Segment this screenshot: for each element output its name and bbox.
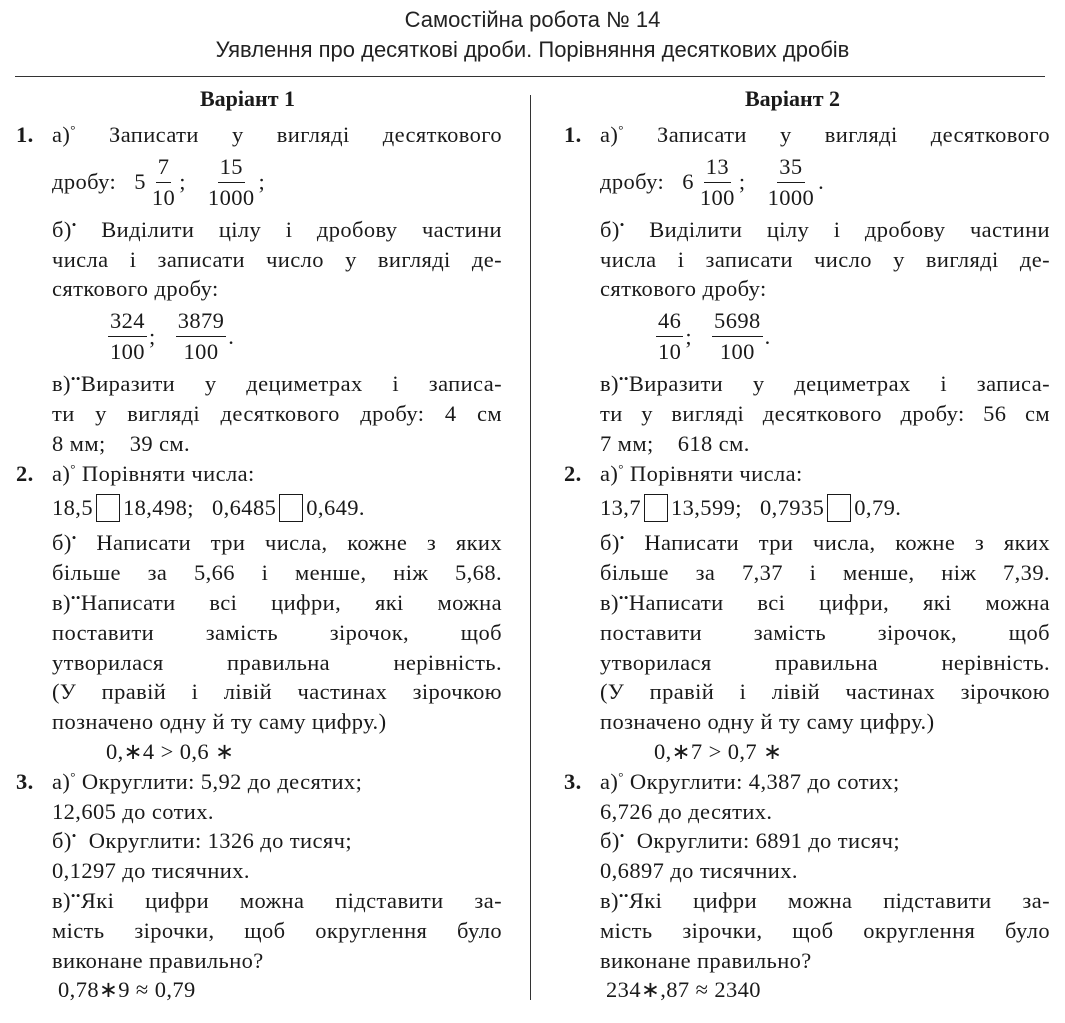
text-segment: сяткового дробу:: [52, 276, 219, 302]
text-segment: Виразити у дециметрах і записа-: [628, 371, 1050, 397]
fraction-numerator: 15: [218, 152, 245, 183]
difficulty-marker: •: [71, 828, 77, 844]
line-text: [600, 650, 1050, 675]
line-text: [52, 401, 502, 426]
fraction-numerator: 324: [108, 306, 147, 337]
text-segment: виконане правильно?: [600, 947, 812, 973]
text-segment: .: [228, 323, 235, 349]
text-line: [52, 588, 502, 618]
text-segment: а): [52, 460, 71, 486]
fraction-denominator: 1000: [207, 184, 255, 210]
comparison-box: [827, 494, 851, 522]
text-segment: ти у вигляді десяткового дробу: 4 см: [52, 400, 502, 426]
line-text: [600, 918, 1050, 943]
difficulty-marker: •: [71, 216, 77, 232]
comparison-box: [644, 494, 668, 522]
fraction-denominator: 1000: [767, 184, 815, 210]
task-number: 1.: [16, 122, 34, 147]
text-segment: б): [600, 530, 620, 556]
fraction: [656, 306, 683, 367]
text-line: [600, 916, 1050, 946]
line-text: [600, 530, 1050, 555]
line-text: [52, 918, 502, 943]
text-line: [52, 215, 502, 245]
difficulty-marker: ••: [70, 887, 81, 903]
text-line: [600, 648, 1050, 678]
text-segment: ;: [179, 169, 204, 195]
variant-2-heading: Варіант 2: [745, 86, 841, 111]
line-text: [52, 590, 502, 615]
difficulty-marker: ••: [618, 589, 629, 605]
text-line: [600, 737, 1050, 767]
line-text: [52, 530, 502, 555]
worksheet-subtitle: Уявлення про десяткові дроби. Порівняння десяткових дробів: [215, 37, 850, 62]
text-segment: 13,7: [600, 495, 641, 521]
text-line: [600, 588, 1050, 618]
text-line: [600, 558, 1050, 588]
task-number: 1.: [564, 122, 582, 147]
text-segment: ти у вигляді десяткового дробу: 56 см: [600, 400, 1050, 426]
text-segment: 0,6897 до тисячних.: [600, 858, 798, 884]
text-segment: б): [600, 216, 620, 242]
difficulty-marker: ••: [618, 887, 629, 903]
text-line: [16, 120, 502, 150]
text-line: [600, 150, 1050, 215]
text-line: [52, 946, 502, 976]
worksheet-title: Самостійна робота № 14: [404, 7, 661, 32]
text-line: [52, 916, 502, 946]
text-line: [52, 856, 502, 886]
text-segment: 8 мм; 39 см.: [52, 430, 191, 456]
text-segment: мість зірочки, щоб округлення було: [600, 917, 1050, 943]
line-text: [52, 122, 502, 147]
text-line: [52, 886, 502, 916]
line-text: [600, 590, 1050, 615]
fraction: [766, 152, 817, 213]
text-line: [16, 459, 502, 489]
fraction-denominator: 10: [151, 184, 176, 210]
text-line: [52, 618, 502, 648]
task-number: 2.: [16, 460, 34, 486]
fraction: [712, 306, 763, 367]
difficulty-marker: °: [70, 122, 76, 137]
text-segment: утворилася правильна нерівність.: [52, 649, 502, 675]
text-segment: більше за 5,66 і менше, ніж 5,68.: [52, 560, 502, 586]
text-segment: виконане правильно?: [52, 947, 264, 973]
text-line: [52, 826, 502, 856]
mixed-number-whole: 5: [134, 169, 146, 195]
fraction-denominator: 100: [699, 184, 735, 210]
text-segment: 18,498; 0,6485: [122, 495, 277, 521]
text-segment: в): [600, 589, 619, 615]
fraction: [206, 152, 257, 213]
mixed-number-whole: 6: [682, 169, 694, 195]
text-line: [600, 245, 1050, 275]
text-segment: а): [52, 768, 71, 794]
fraction-denominator: 10: [658, 339, 682, 365]
text-segment: б): [52, 216, 72, 242]
difficulty-marker: •: [619, 216, 625, 232]
text-segment: 18,5: [52, 495, 93, 521]
line-text: [600, 247, 1050, 272]
text-segment: в): [52, 371, 71, 397]
text-segment: поставити замість зірочок, щоб: [600, 619, 1050, 645]
text-segment: Написати три числа, кожне з яких: [624, 530, 1050, 556]
text-segment: а): [600, 460, 619, 486]
fraction-numerator: 13: [704, 152, 731, 183]
text-segment: позначено одну й ту саму цифру.): [600, 709, 935, 735]
text-line: [600, 369, 1050, 399]
variant-1-heading: Варіант 1: [200, 86, 296, 111]
text-segment: Округлити: 6891 до тисяч;: [624, 828, 900, 854]
text-segment: 7 мм; 618 см.: [600, 430, 750, 456]
text-segment: 0,1297 до тисячних.: [52, 858, 250, 884]
column-divider: [530, 95, 531, 1000]
text-segment: 0,∗4 > 0,6 ∗: [106, 738, 235, 764]
variant-1-column: [16, 120, 502, 1005]
text-segment: Написати всі цифри, які можна: [80, 589, 502, 615]
fraction-numerator: 7: [156, 152, 172, 183]
variant-2-column: [564, 120, 1050, 1005]
text-segment: в): [52, 887, 71, 913]
line-text: [52, 620, 502, 645]
text-line: [564, 767, 1050, 797]
comparison-box: [279, 494, 303, 522]
header-divider: [15, 76, 1045, 77]
text-line: [600, 215, 1050, 245]
text-segment: Виразити у дециметрах і записа-: [80, 371, 502, 397]
difficulty-marker: •: [71, 530, 77, 546]
line-text: [52, 560, 502, 585]
text-segment: а): [600, 768, 619, 794]
line-text: [52, 371, 502, 396]
line-text: [600, 679, 1050, 704]
text-segment: б): [52, 828, 72, 854]
text-segment: 13,599; 0,7935: [670, 495, 825, 521]
fraction-denominator: 100: [110, 339, 145, 365]
text-segment: (У правій і лівій частинах зірочкою: [600, 679, 1050, 705]
difficulty-marker: •: [619, 828, 625, 844]
text-segment: 12,605 до сотих.: [52, 798, 214, 824]
text-line: [52, 528, 502, 558]
fraction: [176, 306, 227, 367]
text-segment: Виділити цілу і дробову частини: [624, 216, 1050, 242]
text-line: [52, 429, 502, 459]
text-segment: ;: [258, 169, 266, 195]
text-line: [52, 150, 502, 215]
text-segment: в): [600, 887, 619, 913]
text-line: [600, 707, 1050, 737]
text-line: [52, 558, 502, 588]
text-segment: 0,∗7 > 0,7 ∗: [654, 738, 783, 764]
line-text: [600, 371, 1050, 396]
text-segment: більше за 7,37 і менше, ніж 7,39.: [600, 560, 1050, 586]
text-line: [52, 975, 502, 1005]
difficulty-marker: °: [618, 768, 624, 784]
line-text: [600, 217, 1050, 242]
fraction-denominator: 100: [183, 339, 219, 365]
text-line: [52, 648, 502, 678]
text-line: [600, 826, 1050, 856]
text-segment: Порівняти числа:: [75, 460, 255, 486]
fraction: [108, 306, 147, 367]
text-line: [600, 677, 1050, 707]
text-segment: 0,79.: [854, 495, 902, 521]
text-line: [52, 797, 502, 827]
text-segment: Округлити: 1326 до тисяч;: [76, 828, 352, 854]
text-line: [600, 429, 1050, 459]
text-segment: б): [600, 828, 620, 854]
text-segment: позначено одну й ту саму цифру.): [52, 709, 387, 735]
text-line: [52, 399, 502, 429]
text-line: [52, 274, 502, 304]
fraction-numerator: 46: [656, 306, 683, 337]
text-line: [600, 399, 1050, 429]
text-segment: (У правій і лівій частинах зірочкою: [52, 679, 502, 705]
line-text: [52, 217, 502, 242]
line-text: [52, 247, 502, 272]
text-line: [16, 767, 502, 797]
text-segment: Написати три числа, кожне з яких: [76, 530, 502, 556]
text-segment: .: [818, 169, 825, 195]
text-segment: в): [600, 371, 619, 397]
text-segment: сяткового дробу:: [600, 276, 767, 302]
text-line: [52, 245, 502, 275]
difficulty-marker: •: [619, 530, 625, 546]
text-line: [600, 886, 1050, 916]
text-line: [600, 946, 1050, 976]
line-text: [600, 888, 1050, 913]
text-segment: Записати у вигляді десяткового: [75, 122, 502, 147]
difficulty-marker: °: [70, 460, 76, 476]
text-line: [52, 369, 502, 399]
fraction-numerator: 35: [777, 152, 804, 183]
line-text: [600, 401, 1050, 426]
text-line: [600, 304, 1050, 369]
fraction-numerator: 5698: [712, 306, 763, 337]
text-line: [600, 856, 1050, 886]
text-line: [52, 707, 502, 737]
difficulty-marker: ••: [618, 371, 629, 387]
text-segment: Порівняти числа:: [623, 460, 803, 486]
difficulty-marker: °: [618, 122, 624, 137]
text-line: [600, 274, 1050, 304]
text-segment: дробу:: [52, 169, 135, 195]
line-text: [600, 620, 1050, 645]
text-segment: а): [52, 122, 71, 147]
text-line: [52, 737, 502, 767]
text-segment: поставити замість зірочок, щоб: [52, 619, 502, 645]
difficulty-marker: ••: [70, 371, 81, 387]
task-number: 3.: [564, 768, 582, 794]
fraction: [698, 152, 737, 213]
text-segment: 0,649.: [306, 495, 365, 521]
line-text: [52, 888, 502, 913]
text-segment: ;: [148, 323, 174, 349]
line-text: [52, 650, 502, 675]
text-segment: в): [52, 589, 71, 615]
text-segment: утворилася правильна нерівність.: [600, 649, 1050, 675]
text-segment: Округлити: 4,387 до сотих;: [623, 768, 900, 794]
fraction-denominator: 100: [719, 339, 755, 365]
text-segment: 6,726 до десятих.: [600, 798, 773, 824]
text-line: [52, 677, 502, 707]
difficulty-marker: ••: [70, 589, 81, 605]
line-text: [600, 560, 1050, 585]
text-segment: Які цифри можна підставити за-: [628, 887, 1050, 913]
text-segment: а): [600, 122, 619, 147]
comparison-box: [96, 494, 120, 522]
text-segment: 234∗,87 ≈ 2340: [600, 977, 761, 1003]
text-segment: Округлити: 5,92 до десятих;: [75, 768, 363, 794]
text-segment: мість зірочки, щоб округлення було: [52, 917, 502, 943]
line-text: [52, 679, 502, 704]
text-line: [564, 459, 1050, 489]
line-text: [600, 122, 1050, 147]
text-line: [564, 120, 1050, 150]
text-line: [600, 618, 1050, 648]
task-number: 2.: [564, 460, 582, 486]
difficulty-marker: °: [70, 768, 76, 784]
text-segment: числа і записати число у вигляді де-: [600, 246, 1050, 272]
text-segment: ;: [738, 169, 764, 195]
text-segment: Записати у вигляді десяткового: [623, 122, 1050, 147]
text-segment: ;: [685, 323, 711, 349]
difficulty-marker: °: [618, 460, 624, 476]
text-segment: 0,78∗9 ≈ 0,79: [52, 977, 196, 1003]
text-segment: Написати всі цифри, які можна: [628, 589, 1050, 615]
text-segment: числа і записати число у вигляді де-: [52, 246, 502, 272]
fraction: [150, 152, 177, 213]
text-segment: б): [52, 530, 72, 556]
text-line: [52, 488, 502, 528]
text-segment: .: [764, 323, 771, 349]
text-line: [600, 488, 1050, 528]
text-line: [600, 975, 1050, 1005]
text-line: [600, 528, 1050, 558]
text-segment: дробу:: [600, 169, 683, 195]
text-line: [600, 797, 1050, 827]
text-line: [52, 304, 502, 369]
text-segment: Які цифри можна підставити за-: [80, 887, 502, 913]
task-number: 3.: [16, 768, 34, 794]
text-segment: Виділити цілу і дробову частини: [76, 216, 502, 242]
fraction-numerator: 3879: [176, 306, 227, 337]
